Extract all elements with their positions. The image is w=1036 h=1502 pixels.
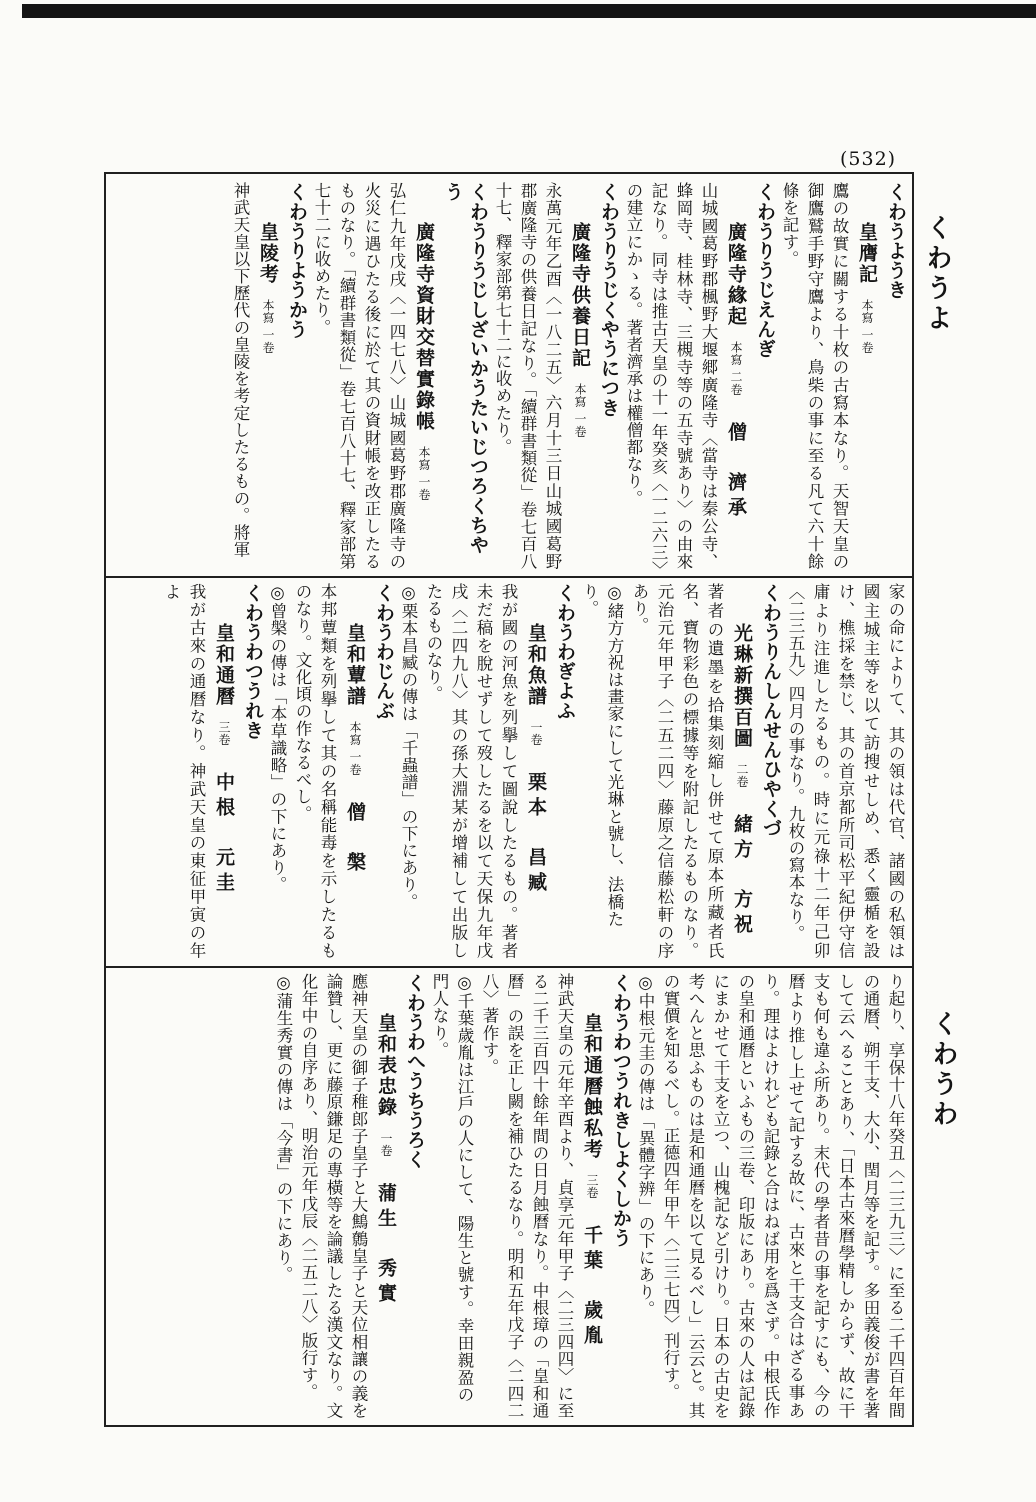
dictionary-entry — [309, 182, 490, 570]
entry-headword: くわうりうじしざいかうたいじつろくちやう — [442, 182, 489, 555]
entry-headword: くわうわへうちうろく — [404, 973, 426, 1169]
entry-body: り起り、享保十八年癸丑〈二三九三〉に至る二千四百年間の通曆、朔干支、大小、閏月等を記す。多田義俊が書を著して云へることあり、「日本古來曆學精しからず、故に干支も何も違ふ所あり。末代の學者昔の事を記すにも、今の曆より推し上せて記する故に、古來と干支合はざる事あり。理はよけれども記錄と合はねば用を爲さず。中根氏作の皇和通曆といふもの三卷、印版にあり。古來の人は記錄にまかせて干支を立つ、山槐記など引けり。日本の古史を考へんと思ふものは是和通曆を以て見るべし」云云と。其の實價を知るべし。正德四年甲午〈二三七四〉刊行す。 — [661, 973, 905, 1419]
entry-note: ◎蒲生秀實の傳は「今書」の下にあり。 — [274, 973, 293, 1284]
entry-volume-info: 一卷 — [379, 1132, 393, 1158]
entry-volume-info: 本寫 二卷 — [729, 341, 743, 396]
entry-body: 鷹の故實に關する十枚の古寫本なり。天智天皇の御鷹鷲手野守鷹より、鳥柴の事に至る凡て六十餘條を記す。 — [780, 182, 849, 570]
dictionary-entry — [577, 583, 783, 959]
top-rule — [22, 4, 1036, 18]
entry-headword: くわうようき — [885, 182, 907, 300]
entry-title-line — [211, 583, 236, 959]
entry-headword: くわうわつうれきしよくしかう — [610, 973, 632, 1248]
entry-volume-info: 本寫 一卷 — [417, 446, 431, 501]
entry-author: 中根 元圭 — [213, 772, 235, 898]
entry-note: ◎曾槃の傳は「本草識略」の下にあり。 — [268, 583, 287, 894]
entry-title-line — [579, 973, 604, 1419]
entry-headword: くわうりようかう — [286, 182, 308, 339]
entry-volume-info: 一卷 — [529, 721, 543, 747]
entry-headword: くわうわぎよふ — [554, 583, 576, 721]
tier-top — [110, 182, 908, 570]
entry-body: 山城國葛野郡楓野大堰郷廣隆寺〈當寺は秦公寺、蜂岡寺、桂林寺、三槻寺等の五寺號あり〉の由來記なり。同寺は推古天皇の十一年癸亥〈一二六三〉の建立にかゝる。著者濟承は權僧都なり。 — [624, 182, 718, 570]
entry-title: 皇和魚譜 — [525, 623, 547, 707]
entry-body: 神武天皇以下歷代の皇陵を考定したるもの。將軍 — [231, 182, 250, 559]
entry-title: 廣隆寺供養日記 — [569, 222, 591, 369]
entry-note: ◎中根元圭の傳は「異體字辨」の下にあり。 — [636, 973, 655, 1318]
dictionary-entry — [490, 182, 621, 570]
dictionary-entry — [427, 973, 633, 1419]
dictionary-entry — [633, 973, 908, 1419]
entry-note: ◎栗本昌臧の傳は「千蟲譜」の下にあり。 — [399, 583, 418, 911]
entry-title: 廣隆寺資財交替實錄帳 — [413, 222, 435, 432]
dictionary-entry — [265, 583, 396, 959]
dictionary-entry — [396, 583, 577, 959]
running-head-lower: くわうわ — [928, 1010, 958, 1130]
entry-headword: くわうわつうれき — [242, 583, 264, 740]
entry-headword: くわうわじんぶ — [373, 583, 395, 721]
entry-volume-info: 三卷 — [217, 721, 231, 747]
entry-author: 僧 槃 — [344, 801, 366, 877]
dictionary-entry — [777, 182, 908, 570]
entry-author: 僧 濟承 — [725, 421, 747, 522]
dictionary-entry — [159, 583, 265, 959]
entry-title-line — [342, 583, 367, 959]
entry-volume-info: 三卷 — [585, 1174, 599, 1200]
entry-title-line — [723, 182, 748, 570]
entry-body: 本邦蕈類を列擧して其の名稱能毒を示したるものなり。文化頃の作なるべし。 — [293, 583, 337, 959]
entry-headword: くわうりんしんせんひやくづ — [760, 583, 782, 838]
entry-title-line — [255, 182, 280, 570]
dictionary-entry — [783, 583, 908, 959]
entry-title-line — [854, 182, 879, 570]
entry-body: 神武天皇の元年辛酉より、貞享元年甲子〈二三四四〉に至る二千三百四十餘年間の日月蝕曆なり。中根璋の「皇和通曆」の誤を正し闕を補ひたるなり。明和五年戊子〈二四二八〉著作す。 — [480, 973, 574, 1419]
entry-body: 永萬元年乙酉〈一八二五〉六月十三日山城國葛野郡廣隆寺の供養日記なり。「續群書類從」卷七百八十七、釋家部第七十二に收めたり。 — [493, 182, 562, 570]
running-head-upper: くわうよ — [922, 214, 952, 334]
entry-title: 光琳新撰百圖 — [731, 623, 753, 749]
entry-title: 皇和表忠錄 — [375, 1013, 397, 1118]
entry-title-line — [373, 973, 398, 1419]
entry-note: ◎緒方方祝は畫家にして光琳と號し、法橋たり。 — [580, 583, 624, 928]
tier-divider-2 — [104, 966, 914, 968]
entry-author: 蒲生 秀實 — [375, 1183, 397, 1309]
dictionary-entry — [271, 973, 427, 1419]
entry-title: 皇和蕈譜 — [344, 623, 366, 707]
tier-divider-1 — [104, 576, 914, 578]
entry-volume-info: 二卷 — [735, 763, 749, 789]
entry-title-line — [567, 182, 592, 570]
entry-author: 千葉 歲胤 — [581, 1225, 603, 1351]
entry-note: ◎千葉歲胤は江戶の人にして、陽生と號す。幸田親盈の門人なり。 — [430, 973, 474, 1403]
entry-title: 皇和通曆蝕私考 — [581, 1013, 603, 1160]
entry-body: 弘仁九年戊戌〈一四七八〉山城國葛野郡廣隆寺の火災に遇ひたる後に於て其の資財帳を改正したるものなり。「續群書類從」卷七百八十七、釋家部第七十二に收めたり。 — [312, 182, 406, 570]
entry-body: 著者の遺墨を拾集刻縮し併せて原本所藏者氏名、寶物彩色の標據等を附記したるものなり。元治元年甲子〈二五二四〉藤原之信藤松軒の序あり。 — [630, 583, 724, 959]
dictionary-entry — [621, 182, 777, 570]
entry-author: 緒方 方祝 — [731, 814, 753, 940]
entry-volume-info: 本寫 一卷 — [860, 299, 874, 354]
entry-title: 皇和通曆 — [213, 623, 235, 707]
entry-headword: くわうりうじくやうにつき — [598, 182, 620, 418]
entry-title: 皇膺記 — [856, 222, 878, 285]
entry-headword: くわうりうじえんぎ — [754, 182, 776, 359]
entry-title: 皇陵考 — [257, 222, 279, 285]
tier-bottom — [110, 973, 908, 1419]
entry-title: 廣隆寺緣起 — [725, 222, 747, 327]
entry-body: 我が古來の通曆なり。神武天皇の東征甲寅の年よ — [162, 583, 206, 959]
entry-title-line — [729, 583, 754, 959]
entry-title-line — [411, 182, 436, 570]
entry-volume-info: 本寫 一卷 — [573, 383, 587, 438]
page-number: (532) — [840, 148, 897, 170]
tier-middle — [110, 583, 908, 959]
entry-body: 我が國の河魚を列擧して圖說したるもの。著者未だ稿を脫せずして歿したるを以て天保九年戊戌〈二四九八〉其の孫大淵某が增補して出版したるものなり。 — [424, 583, 518, 959]
entry-body: 應神天皇の御子稚郎子皇子と大鷦鷯皇子と天位相讓の義を論贊し、更に藤原鎌足の專橫等を論議したる漢文なり。文化年中の自序あり、明治元年戊辰〈二五二八〉版行す。 — [299, 973, 368, 1419]
dictionary-entry — [228, 182, 309, 570]
entry-volume-info: 本寫 一卷 — [348, 721, 362, 776]
entry-volume-info: 本寫 一卷 — [261, 299, 275, 354]
entry-body: 家の命によりて、其の領は代官、諸國の私領は國主城主等を以て訪搜せしめ、悉く靈楯を設け、樵採を禁じ、其の首京都所司松平紀伊守信庸より注進したるもの。時に元祿十二年己卯〈二三五九〉四月の事なり。九枚の寫本なり。 — [786, 583, 905, 959]
entry-title-line — [523, 583, 548, 959]
entry-author: 栗本 昌臧 — [525, 772, 547, 898]
